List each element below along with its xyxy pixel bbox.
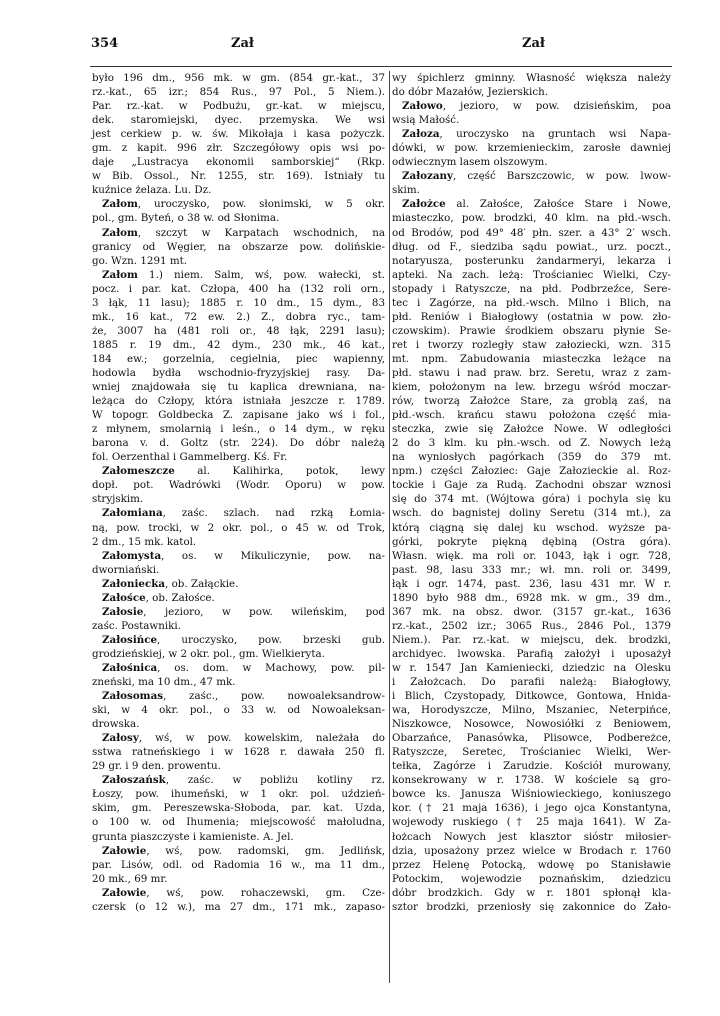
right-column-line: płd.-wsch. krańcu stawu położona część mia- [392,409,671,422]
right-column-line: tełka, Zagórze i Zarudzie. Kościół murowany, [392,760,671,773]
right-column-line: dówki, w pow. krzemienieckim, zarosłe dawniej [392,142,671,155]
left-column-line: 1885 r. 19 dm., 42 dym., 230 mk., 46 kat., [92,338,385,351]
left-column-line: rz.-kat., 65 izr.; 854 Rus., 97 Pol., 5 Niem.). [92,86,385,99]
right-column-line: i Założcach. Do parafii należą: Białogłowy, [392,676,671,689]
left-column-line: czersk (o 12 w.), ma 27 dm., 171 mk., zapaso- [92,900,385,913]
right-column-line: notaryusza, posterunku żandarmeryi, lekarza i [392,254,671,267]
left-column-line: Załoniecka, ob. Załąckie. [102,577,239,590]
right-column-line: 2 do 3 klm. ku płn.-wsch. od Z. Nowych leżą [392,437,671,450]
left-column-line: Załosie, jezioro, w pow. wileńskim, pod [102,605,385,618]
right-column-line: bowce ks. Janusza Wiśniowieckiego, koniuszego [392,788,671,801]
right-column-line: Załoza, uroczysko na gruntach wsi Napa- [402,128,671,141]
right-column-line: ret i tworzy rozległy staw załoziecki, wzn. 315 [392,338,671,351]
right-running-head: Zał [522,36,545,51]
left-column-line: ski, w 4 okr. pol., o 33 w. od Nowoaleksan- [92,704,385,717]
left-column-line: kuźnice żelaza. Lu. Dz. [92,184,212,197]
left-column-line: wniej znajdowała się tu kaplica drewniana, na- [92,381,385,394]
left-column-line: Załosińce, uroczysko, pow. brzeski gub. [102,633,385,646]
right-column-line: wsch. do bagnistej doliny Seretu (314 mt.), za [392,507,671,520]
left-column-line: Załom, szczyt w Karpatach wschodnich, na [102,226,385,239]
right-column-line: konsekrowany w r. 1738. W kościele są gro- [392,774,671,787]
left-column-line: ną, pow. trocki, w 2 okr. pol., o 45 w. od Trok, [92,521,385,534]
left-column-line: że, 3007 ha (481 roli or., 48 łąk, 2291 lasu); [92,324,385,337]
right-column-line: na wyniosłych pagórkach (359 do 379 mt. [392,451,671,464]
right-column-line: Obarzańce, Panasówka, Plisowce, Podbereżce, [392,732,671,745]
left-column-line: W topogr. Goldbecka Z. zapisane jako wś i fol., [92,409,385,422]
right-column-line: miasteczko, pow. brodzki, 40 klm. na płd.-wsch. [392,212,671,225]
page-number: 354 [91,36,119,51]
right-column-line: Załozany, część Barszczowic, w pow. lwow- [402,170,671,183]
left-column-line: sstwa ratneńskiego i w 1628 r. dawała 250 fl. [92,746,385,759]
right-column-line: archidyec. lwowska. Parafią założył i uposażył [392,647,671,660]
left-column-line: stryjskim. [92,493,144,506]
right-column-line: Założce al. Załośce, Załośce Stare i Nowe, [402,198,671,211]
left-column-line: hodowla bydła wschodnio-fryzyjskiej rasy. Da- [92,366,385,379]
right-column-line: łożcach Nowych jest klasztor sióstr miłosier- [392,830,671,843]
left-column-line: Załoszańsk, zaśc. w pobliżu kotliny rz. [102,774,385,787]
right-column-line: w r. 1547 Jan Kamieniecki, dziedzic na Olesku [392,661,671,674]
right-column-line: i Blich, Czystopady, Ditkowce, Gontowa, Hnida- [392,690,671,703]
right-column-line: Własn. więk. ma roli or. 1043, łąk i ogr. 728, [392,549,671,562]
right-column-line: mt. npm. Zabudowania miasteczka leżące na [392,352,671,365]
left-column-line: Załom, uroczysko, pow. słonimski, w 5 okr. [102,198,385,211]
left-column-line: Załosomas, zaśc., pow. nowoaleksandrow- [102,690,385,703]
left-column-line: pocz. i par. kat. Człopa, 400 ha (132 roli orn., [92,282,385,295]
left-column-line: Załośnica, os. dom. w Machowy, pow. pil- [102,661,385,674]
right-column-line: Ratyszcze, Seretec, Trościaniec Wielki, Wer- [392,746,671,759]
right-column-line: rów, tworzą Założce Stare, za groblą zaś, na [392,395,671,408]
left-column-line: par. Lisów, odl. od Radomia 16 w., ma 11 dm., [92,858,385,871]
right-column-line: Załowo, jezioro, w pow. dzisieńskim, poa [402,100,671,113]
right-column-line: 367 mk. na obsz. dwor. (3157 gr.-kat., 1636 [392,605,671,618]
right-column-line: przez Helenę Potocką, wdowę po Stanisławie [392,858,671,871]
left-column-line: 2 dm., 15 mk. katol. [92,535,197,548]
left-column-line: 20 mk., 69 mr. [92,872,168,885]
right-column-line: płd. stawu i nad praw. brz. Seretu, wraz z zam- [392,366,671,379]
left-column-line: Par. rz.-kat. w Podbużu, gr.-kat. w miejscu, [92,100,385,113]
header-rule [90,66,672,67]
left-column-line: dek. staromiejski, dyec. przemyska. We wsi [92,114,385,127]
right-column-line: odwiecznym lasem olszowym. [392,156,548,169]
right-column-line: Niem.). Par. rz.-kat. w miejscu, dek. brodzki, [392,633,671,646]
right-column-line: płd. Reniów i Białogłowy (ostatnia w pow. zło- [392,310,671,323]
left-column-line: Załomeszcze al. Kalihirka, potok, lewy [102,465,385,478]
column-divider [389,71,390,983]
left-column-line: Załomiana, zaśc. szlach. nad rzką Łomia- [102,507,385,520]
right-column-line: górki, pokryte piękną dębiną (Ostra góra). [392,535,671,548]
right-column [392,71,671,914]
left-column-line: fol. Oerzenthal i Gammelberg. Kś. Fr. [92,451,288,464]
left-column-line: zneński, ma 10 dm., 47 mk. [92,676,236,689]
right-column-line: Potockim, wojewodzie poznańskim, dziedzicu [392,872,671,885]
left-column-line: granicy od Węgier, na obszarze pow. dolińskie- [92,240,385,253]
right-column-line: apteki. Na zach. leżą: Trościaniec Wielki, Czy- [392,268,671,281]
right-column-line: tockie i Gaje za Rudą. Zachodni obszar wznosi [392,479,671,492]
left-column-line: było 196 dm., 956 mk. w gm. (854 gr.-kat., 37 [92,72,385,84]
right-column-line: rz.-kat., 2502 izr.; 3065 Rus., 2846 Pol., 1379 [392,619,671,632]
left-column-line: skim, gm. Pereszewska-Słoboda, par. kat. Uzda, [92,802,385,815]
left-column-line: leżąca do Człopy, która istniała jeszcze r. 1789. [92,395,385,408]
left-column-line: z młynem, smolarnią i leśn., o 14 dym., w ręku [92,423,385,436]
left-column-line: Łoszy, pow. ihumeński, w 1 okr. pol. uździeń- [92,788,385,801]
right-column-line: kiem, położonym na lew. brzegu wśród moczar- [392,381,671,394]
left-column-line: Załowie, wś, pow. radomski, gm. Jedlińsk, [102,844,385,857]
right-column-line: past. 98, lasu 333 mr.; wł. mn. roli or. 3499, [392,563,671,576]
left-column-line: pol., gm. Byteń, o 38 w. od Słonima. [92,212,280,225]
left-column-line: go. Wzn. 1291 mt. [92,254,187,267]
right-column-line: się do 374 mt. (Wójtowa góra) i pochyla się ku [392,493,671,506]
right-column-line: stopady i Ratyszcze, na płd. Podbrzeźce, Sere- [392,282,671,295]
left-column-line: 29 gr. i 9 den. prowentu. [92,760,221,773]
right-column-line: wy śpichlerz gminny. Własność większa należy [392,72,671,84]
right-column-line: kor. († 21 maja 1636), i jego ojca Konstantyna, [392,802,671,815]
right-column-line: dzia, uposażony przez wielce w Brodach r. 1760 [392,844,671,857]
right-column-line: dług. od F., siedziba sądu powiat., urz. poczt., [392,240,671,253]
right-column-line: łąk i ogr. 1474, past. 236, lasu 431 mr. W r. [392,577,671,590]
right-column-line: czowskim). Prawie środkiem obszaru płynie Se- [392,324,671,337]
left-column-line: Załośce, ob. Załośce. [102,591,215,604]
left-column-line: dopł. pot. Wadrówki (Wodr. Oporu) w pow. [92,479,385,492]
left-column-line: drowska. [92,718,140,731]
right-column-line: od Brodów, pod 49° 48′ płn. szer. a 43° 2′ wsch. [392,226,671,239]
right-column-line: wa, Horodyszcze, Milno, Mszaniec, Neterpińce, [392,704,671,717]
right-column-line: skim. [392,184,420,197]
left-column-line: grodzieńskiej, w 2 okr. pol., gm. Wielkieryta. [92,647,325,660]
left-column-line: Załosy, wś, w pow. kowelskim, należała do [102,732,385,745]
left-column-line: Załowie, wś, pow. rohaczewski, gm. Cze- [102,886,385,899]
left-column-line: o 100 w. od Ihumenia; miejscowość małoludna, [92,816,385,829]
left-column-line: w Bib. Ossol., Nr. 1255, str. 169). Istniały tu [92,170,385,183]
right-column-line: do dóbr Mazałów, Jezierskich. [392,86,549,99]
left-column-line: 184 ew.; gorzelnia, cegielnia, piec wapienny, [92,352,385,365]
left-column-line: jest cerkiew p. w. św. Mikołaja i kasa pożyczk. [92,128,385,141]
left-column-line: barona v. d. Goltz (str. 224). Do dóbr należą [92,437,385,450]
right-column-line: dóbr brodzkich. Gdy w r. 1801 spłonął kla- [392,886,671,899]
left-column-line: 3 łąk, 11 lasu); 1885 r. 10 dm., 15 dym., 83 [92,296,385,309]
right-column-line: którą ciągną się dalej ku wschod. wyższe pa- [392,521,671,534]
right-column-line: 1890 było 988 dm., 6928 mk. w gm., 39 dm., [392,591,671,604]
right-column-line: Niszkowce, Nosowce, Nowosiółki z Beniowem, [392,718,671,731]
left-column-line: mk., 16 kat., 72 ew. 2.) Z., dobra ryc., tam- [92,310,385,323]
left-column-line: gm. z kapit. 996 złr. Szczegółowy opis wsi po- [92,142,385,155]
left-column-line: Załom 1.) niem. Salm, wś, pow. wałecki, st. [102,268,385,281]
left-column [92,71,385,914]
right-column-line: wojewody ruskiego († 25 maja 1641). W Za- [392,816,671,829]
left-column-line: dworniański. [92,563,160,576]
left-column-line: daje „Lustracya ekonomii samborskiej“ (Rkp. [92,156,385,169]
right-column-line: sztor brodzki, przeniosły się zakonnice do Zało- [392,900,671,913]
left-column-line: grunta piaszczyste i kamieniste. A. Jel. [92,830,294,843]
right-column-line: npm.) części Załoziec: Gaje Załozieckie al. Roz- [392,465,671,478]
left-running-head: Zał [231,36,254,51]
right-column-line: tec i Zagórze, na płd.-wsch. Milno i Blich, na [392,296,671,309]
right-column-line: wsią Małość. [392,114,460,127]
left-column-line: Załomysta, os. w Mikuliczynie, pow. na- [102,549,385,562]
left-column-line: zaśc. Postawniki. [92,619,181,632]
right-column-line: steczka, zwie się Założce Nowe. W odległości [392,423,671,436]
